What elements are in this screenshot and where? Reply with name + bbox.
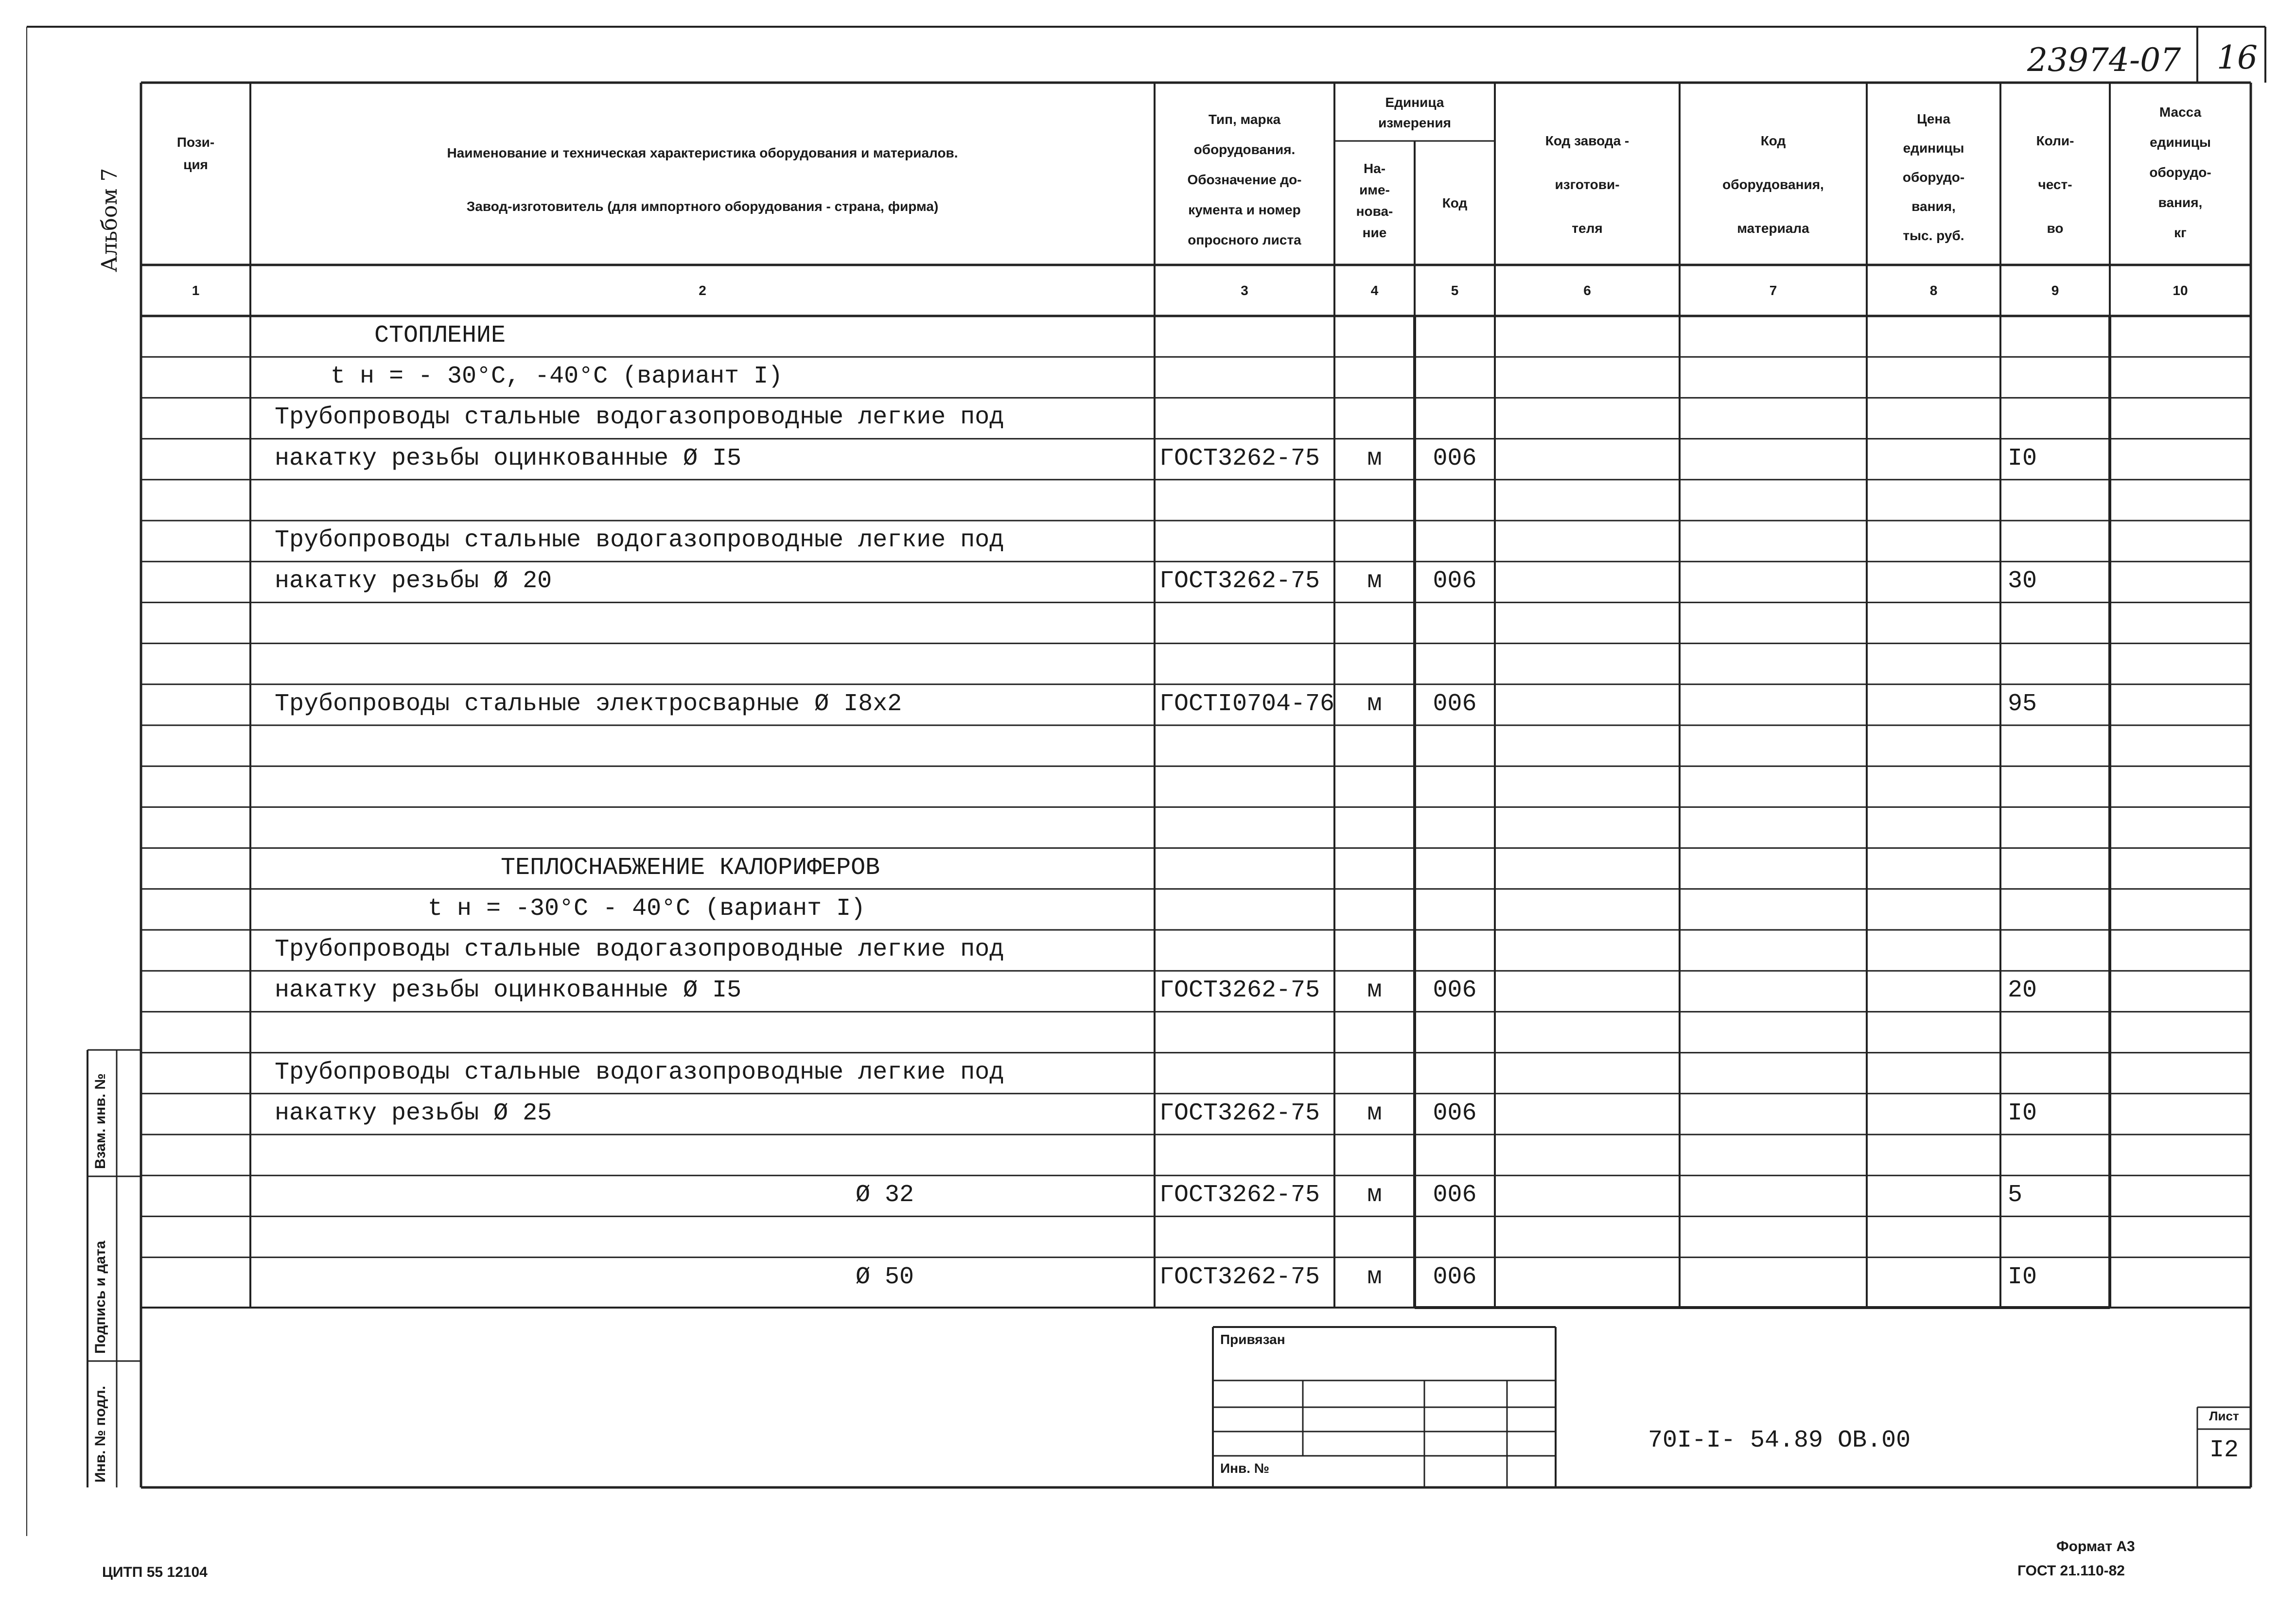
row-unit-code: 006 — [1433, 1263, 1477, 1291]
header-unit-group: Единица измерения — [1378, 95, 1451, 130]
column-number: 1 — [192, 283, 200, 298]
row-name: Трубопроводы стальные водогазопроводные легкие под — [275, 1058, 1004, 1086]
row-document: ГОСТ3262-75 — [1159, 1263, 1320, 1291]
row-document: ГОСТ3262-75 — [1159, 1181, 1320, 1209]
row-name: ТЕПЛОСНАБЖЕНИЕ КАЛОРИФЕРОВ — [501, 854, 880, 882]
document-number: 23974-07 — [2027, 41, 2181, 79]
row-unit: м — [1367, 444, 1382, 472]
header-price: Цена единицы оборудо- вания, тыс. руб. — [1902, 111, 1965, 243]
sheet-label: Лист — [2209, 1409, 2239, 1423]
column-number: 4 — [1370, 283, 1379, 298]
row-document: ГОСТ3262-75 — [1159, 977, 1320, 1005]
row-document: ГОСТ3262-75 — [1159, 444, 1320, 472]
stamp-inv-no: Инв. № — [1220, 1461, 1270, 1476]
row-unit-code: 006 — [1433, 690, 1477, 718]
row-quantity: 30 — [2008, 567, 2037, 595]
row-quantity: 20 — [2008, 977, 2037, 1005]
column-number: 6 — [1583, 283, 1591, 298]
row-name: Трубопроводы стальные водогазопроводные легкие под — [275, 526, 1004, 554]
side-stamp-signature-date: Подпись и дата — [92, 1240, 108, 1354]
row-unit: м — [1367, 1263, 1382, 1291]
side-stamp-replace-inv: Взам. инв. № — [92, 1073, 108, 1169]
row-unit: м — [1367, 977, 1382, 1005]
title-code: 70I-I- 54.89 ОВ.00 — [1648, 1427, 1911, 1454]
page-number: 16 — [2217, 39, 2258, 76]
header-position: Пози- ция — [176, 135, 215, 172]
column-number: 3 — [1241, 283, 1248, 298]
row-document: ГОСТ3262-75 — [1159, 567, 1320, 595]
header-plant-code: Код завода - изготови- теля — [1545, 133, 1630, 236]
row-name: накатку резьбы Ø 25 — [275, 1099, 552, 1127]
bottom-left-code: ЦИТП 55 12104 — [102, 1564, 208, 1580]
row-name: накатку резьбы Ø 20 — [275, 567, 552, 595]
row-name: t н = -30°С - 40°С (вариант I) — [428, 894, 866, 923]
column-number: 2 — [699, 283, 706, 298]
row-unit: м — [1367, 690, 1382, 718]
row-document: ГОСТ3262-75 — [1159, 1099, 1320, 1127]
row-name: накатку резьбы оцинкованные Ø I5 — [275, 444, 742, 472]
album-label: Альбом 7 — [97, 168, 122, 272]
format-label: Формат А3 — [2056, 1538, 2135, 1555]
header-quantity: Коли- чест- во — [2036, 133, 2074, 236]
header-equipment-code: Код оборудования, материала — [1722, 133, 1824, 236]
row-name: Ø 50 — [856, 1263, 914, 1291]
row-name: накатку резьбы оцинкованные Ø I5 — [275, 977, 742, 1005]
row-unit-code: 006 — [1433, 1099, 1477, 1127]
side-stamp-original-inv: Инв. № подл. — [92, 1385, 108, 1483]
row-quantity: 95 — [2008, 690, 2037, 718]
header-mass: Масса единицы оборудо- вания, кг — [2149, 105, 2211, 240]
column-number: 10 — [2173, 283, 2188, 298]
row-quantity: I0 — [2008, 1099, 2037, 1127]
header-unit-code: Код — [1442, 195, 1468, 210]
row-quantity: I0 — [2008, 1263, 2037, 1291]
row-unit-code: 006 — [1433, 567, 1477, 595]
row-name: Трубопроводы стальные водогазопроводные легкие под — [275, 936, 1004, 963]
row-document: ГОСТI0704-76 — [1159, 690, 1335, 718]
row-name: Трубопроводы стальные электросварные Ø I8x2 — [275, 690, 902, 718]
column-number: 5 — [1451, 283, 1459, 298]
row-name: Ø 32 — [856, 1181, 914, 1209]
gost-label: ГОСТ 21.110-82 — [2017, 1563, 2125, 1579]
row-unit-code: 006 — [1433, 977, 1477, 1005]
header-name: Наименование и техническая характеристика оборудования и материалов. Завод-изготовитель (для импортного оборудования - страна, фирма) — [447, 145, 958, 214]
column-number: 7 — [1769, 283, 1777, 298]
row-unit: м — [1367, 1099, 1382, 1127]
stamp-privyazan: Привязан — [1220, 1332, 1285, 1347]
row-quantity: I0 — [2008, 444, 2037, 472]
column-number: 8 — [1929, 283, 1938, 298]
header-type: Тип, марка оборудования. Обозначение до- кумента и номер опросного листа — [1187, 112, 1302, 247]
column-number: 9 — [2051, 283, 2059, 298]
row-unit: м — [1367, 1181, 1382, 1209]
header-unit-name: На- име- нова- ние — [1356, 161, 1393, 240]
row-unit-code: 006 — [1433, 444, 1477, 472]
row-name: СТОПЛЕНИЕ — [374, 322, 506, 349]
row-unit: м — [1367, 567, 1382, 595]
row-name: t н = - 30°С, -40°С (вариант I) — [331, 363, 783, 391]
sheet-number: I2 — [2209, 1436, 2239, 1464]
row-quantity: 5 — [2008, 1181, 2023, 1209]
row-name: Трубопроводы стальные водогазопроводные легкие под — [275, 403, 1004, 432]
row-unit-code: 006 — [1433, 1181, 1477, 1209]
